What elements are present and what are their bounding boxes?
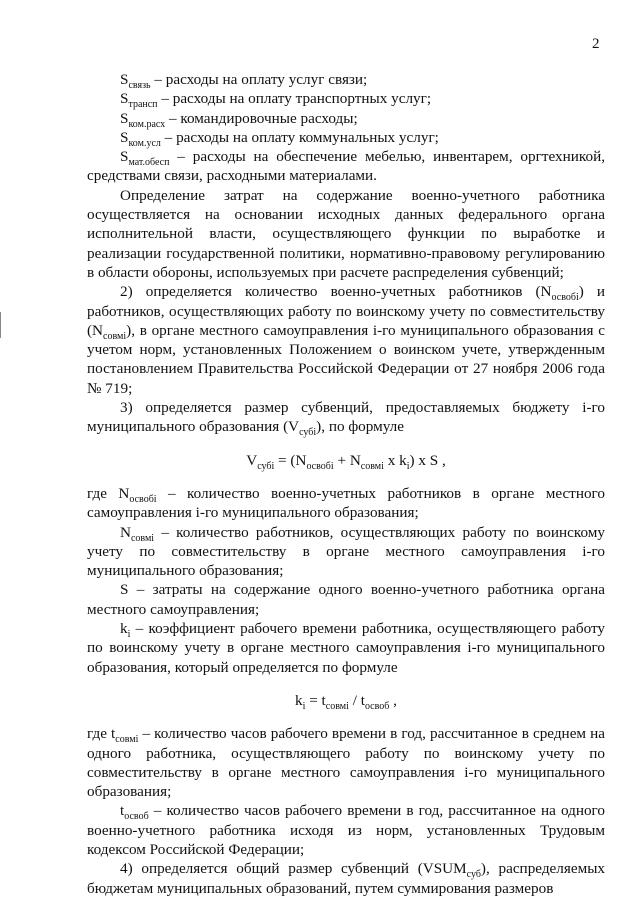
def-s-kom-usl: $S_{ком.усл}$ – расходы на оплату коммунальных услуг; — [120, 128, 439, 149]
paragraph-3: 3) определяется размер субвенций, предоставляемых бюджету i-го муниципального образования $(V_{субi})$, по формуле — [87, 399, 605, 439]
scan-edge-mark — [0, 312, 1, 338]
paragraph-4: 4) определяется общий размер субвенций $(VSUM_{суб})$, распределяемых бюджетам муниципальных образований, путем суммирования размеров — [87, 860, 606, 897]
document-body — [87, 70, 605, 898]
def-s-kom-rasx: $S_{ком.расх}$ – командировочные расходы; — [120, 109, 358, 130]
page-number: 2 — [592, 36, 600, 52]
formula-coefficient: $k_i = t_{совмi} / t_{освоб}$ , — [295, 691, 397, 712]
def-n-sovm: $N_{совмi}$ – количество работников, осуществляющих работу по воинскому учету по совместительству в органе местного самоуправления i-го муниципального образования; — [87, 523, 605, 580]
formula-subvention: $V_{субi} = (N_{освобi} + N_{совмi}$ x $k_i$) x S , — [246, 451, 446, 472]
paragraph-2: 2) определяется количество военно-учетных работников $(N_{освобi})$ и работников, осуществляющих работу по воинскому учету по совместительству $(N_{совмi})$, в органе местного самоуправления i-го муниципального образования с учетом норм, установленных Положением о воинском учете, утвержденным постановлением Правительства Российской Федерации от 27 ноября 2006 года № 719; — [87, 283, 606, 397]
def-s-svyaz: $S_{связь}$ – расходы на оплату услуг связи; — [120, 71, 368, 92]
where-n-osvob: где $N_{освобi}$ – количество военно-учетных работников в органе местного самоуправления i-го муниципального образования; — [87, 484, 605, 522]
where-t-sovm: где $t_{совмi}$ – количество часов рабочего времени в год, рассчитанное в среднем на одного работника, осуществляющего работу по воинскому учету по совместительству в органе местного самоуправления i-го муниципального образования; — [87, 725, 605, 801]
def-s-cost: S – затраты на содержание одного военно-учетного работника органа местного самоуправления; — [87, 581, 605, 618]
def-s-mat-obesp: $S_{мат.обесп}$ – расходы на обеспечение мебелью, инвентарем, оргтехникой, средствами связи, расходными материалами. — [87, 148, 605, 185]
paragraph-definition: Определение затрат на содержание военно-учетного работника осуществляется на основании исходных данных федерального органа исполнительной власти, осуществляющего функции по выработке и реализации государственной политики, нормативно-правовому регулированию в области обороны, используемых при расчете распределения субвенций; — [87, 186, 605, 281]
def-k-coefficient: $k_i$ – коэффициент рабочего времени работника, осуществляющего работу по воинскому учету в органе местного самоуправления i-го муниципального образования, который определяется по формуле — [87, 620, 605, 676]
def-t-osvob: $t_{освоб}$ – количество часов рабочего времени в год, рассчитанное на одного военно-учетного работника исходя из норм, установленных Трудовым кодексом Российской Федерации; — [87, 802, 605, 858]
def-s-transp: $S_{трансп}$ – расходы на оплату транспортных услуг; — [120, 90, 432, 111]
